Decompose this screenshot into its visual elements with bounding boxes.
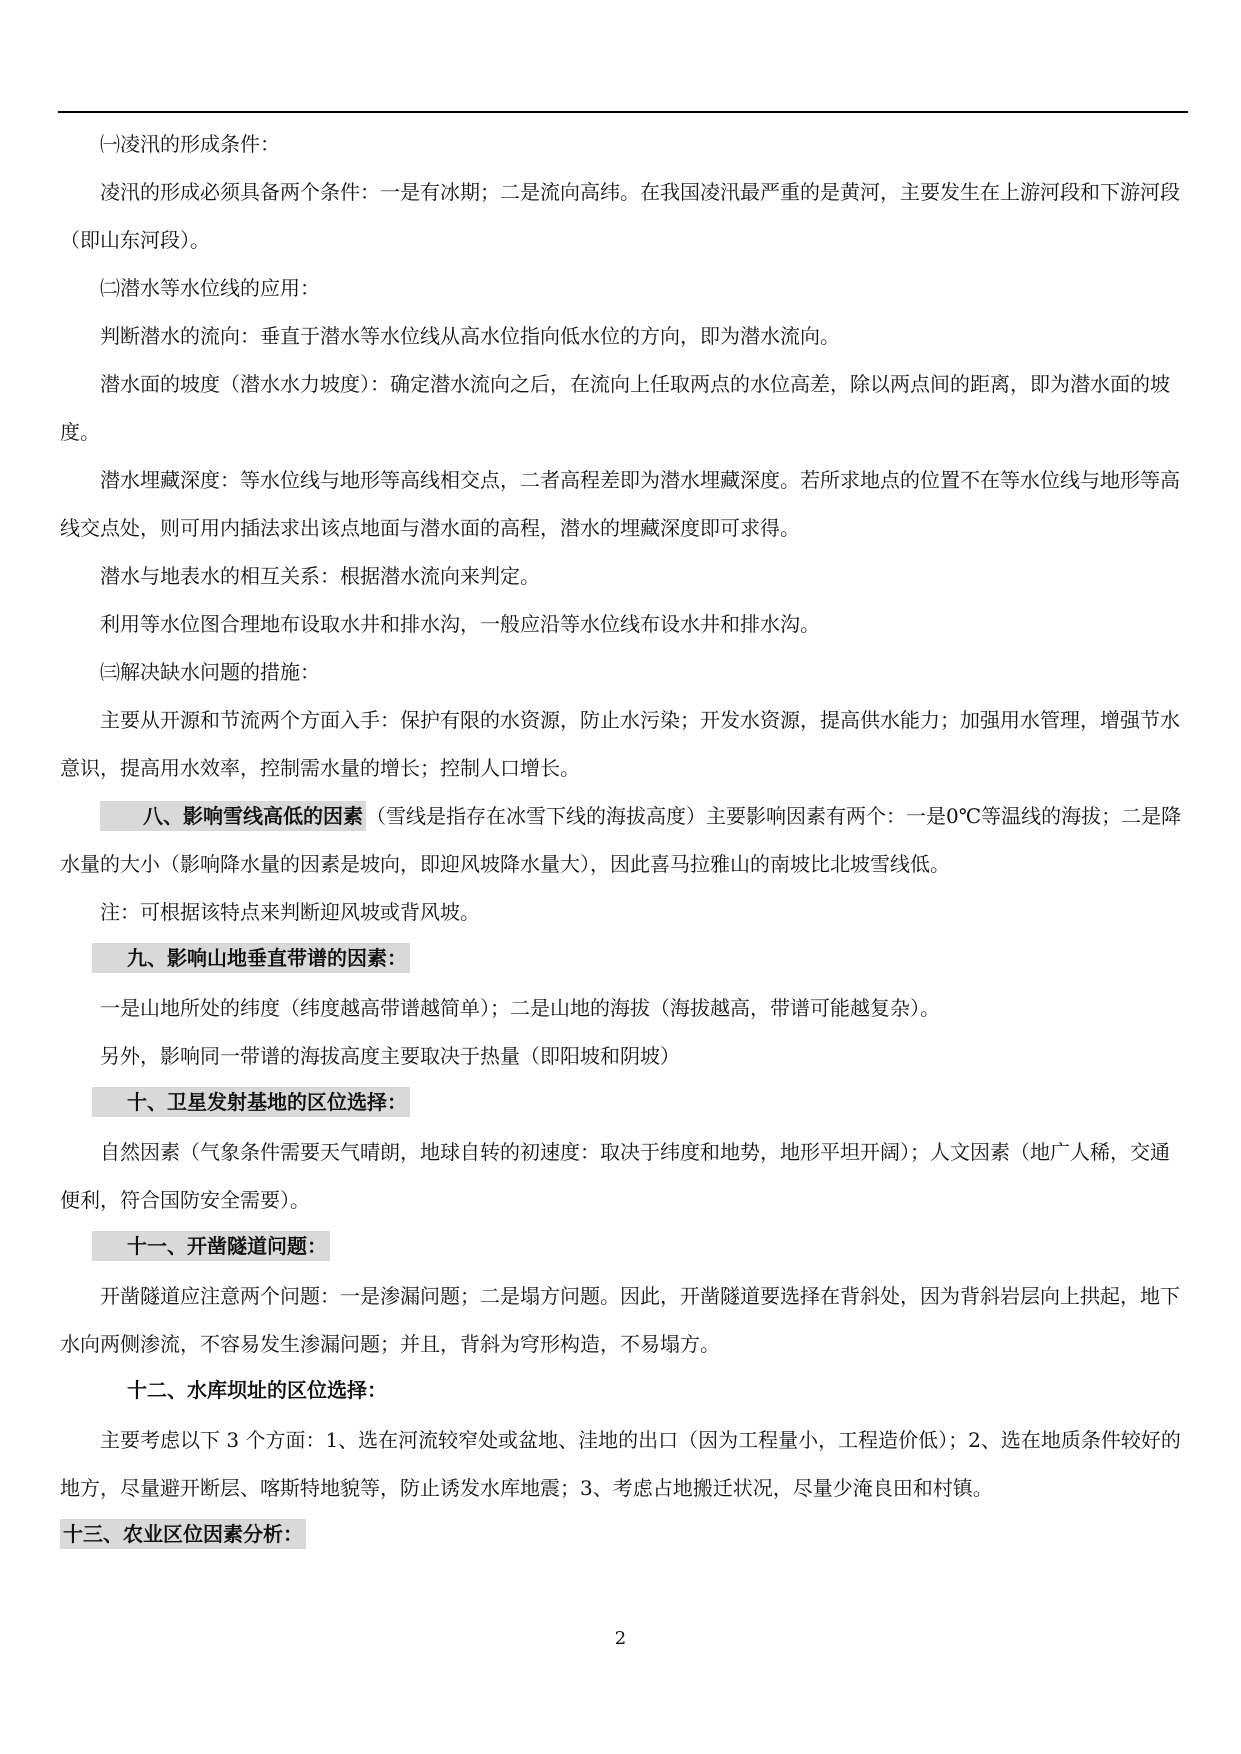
paragraph: 潜水埋藏深度：等水位线与地形等高线相交点，二者高程差即为潜水埋藏深度。若所求地点的位置不在等水位线与地形等高线交点处，则可用内插法求出该点地面与潜水面的高程，潜水的埋藏深度即可求得。 [60,468,1180,540]
paragraph: ㈢解决缺水问题的措施： [100,660,320,684]
heading-row [60,1512,1186,1560]
page-number: 2 [614,1628,627,1649]
paragraph: 潜水面的坡度（潜水水力坡度）：确定潜水流向之后，在流向上任取两点的水位高差，除以两点间的距离，即为潜水面的坡度。 [60,372,1170,444]
heading-row [60,1368,1186,1416]
heading-row [60,1224,1186,1272]
paragraph: 一是山地所处的纬度（纬度越高带谱越简单）；二是山地的海拔（海拔越高，带谱可能越复杂）。 [100,996,940,1020]
section-heading: 十一、开凿隧道问题： [92,1231,330,1261]
section-heading: 十二、水库坝址的区位选择： [127,1378,387,1402]
paragraph: 开凿隧道应注意两个问题：一是渗漏问题；二是塌方问题。因此，开凿隧道要选择在背斜处，因为背斜岩层向上拱起，地下水向两侧渗流，不容易发生渗漏问题；并且，背斜为穹形构造，不易塌方。 [60,1284,1180,1356]
header-rule [58,111,1188,113]
paragraph: 利用等水位图合理地布设取水井和排水沟，一般应沿等水位线布设水井和排水沟。 [100,612,820,636]
paragraph: 主要从开源和节流两个方面入手：保护有限的水资源，防止水污染；开发水资源，提高供水能力；加强用水管理，增强节水意识，提高用水效率，控制需水量的增长；控制人口增长。 [60,708,1180,780]
section-heading: 九、影响山地垂直带谱的因素： [92,943,410,973]
paragraph: ㈠凌汛的形成条件： [100,132,280,156]
paragraph: 凌汛的形成必须具备两个条件：一是有冰期；二是流向高纬。在我国凌汛最严重的是黄河，主要发生在上游河段和下游河段（即山东河段）。 [60,180,1180,252]
section-heading: 八、影响雪线高低的因素 [100,801,366,831]
heading-row [60,1080,1186,1128]
paragraph: 主要考虑以下 3 个方面：1、选在河流较窄处或盆地、洼地的出口（因为工程量小，工程造价低）；2、选在地质条件较好的地方，尽量避开断层、喀斯特地貌等，防止诱发水库地震；3、考虑占地搬迁状况，尽量少淹良田和村镇。 [60,1428,1181,1500]
paragraph: 注：可根据该特点来判断迎风坡或背风坡。 [100,900,480,924]
section-heading: 十、卫星发射基地的区位选择： [92,1087,410,1117]
heading-row [60,936,1186,984]
paragraph: 另外，影响同一带谱的海拔高度主要取决于热量（即阳坡和阴坡） [100,1044,680,1068]
paragraph-text: （雪线是指存在冰雪下线的海拔高度）主要影响因素有两个：一是0℃等温线的海拔；二是降水量的大小（影响降水量的因素是坡向，即迎风坡降水量大），因此喜马拉雅山的南坡比北坡雪线低。 [60,804,1182,876]
document-body [60,120,1186,1560]
paragraph: 判断潜水的流向：垂直于潜水等水位线从高水位指向低水位的方向，即为潜水流向。 [100,324,840,348]
paragraph: 自然因素（气象条件需要天气晴朗，地球自转的初速度：取决于纬度和地势，地形平坦开阔）；人文因素（地广人稀，交通便利，符合国防安全需要）。 [60,1140,1170,1212]
paragraph: 潜水与地表水的相互关系：根据潜水流向来判定。 [100,564,540,588]
paragraph-with-heading [60,792,1186,888]
paragraph: ㈡潜水等水位线的应用： [100,276,320,300]
section-heading: 十三、农业区位因素分析： [60,1519,306,1549]
